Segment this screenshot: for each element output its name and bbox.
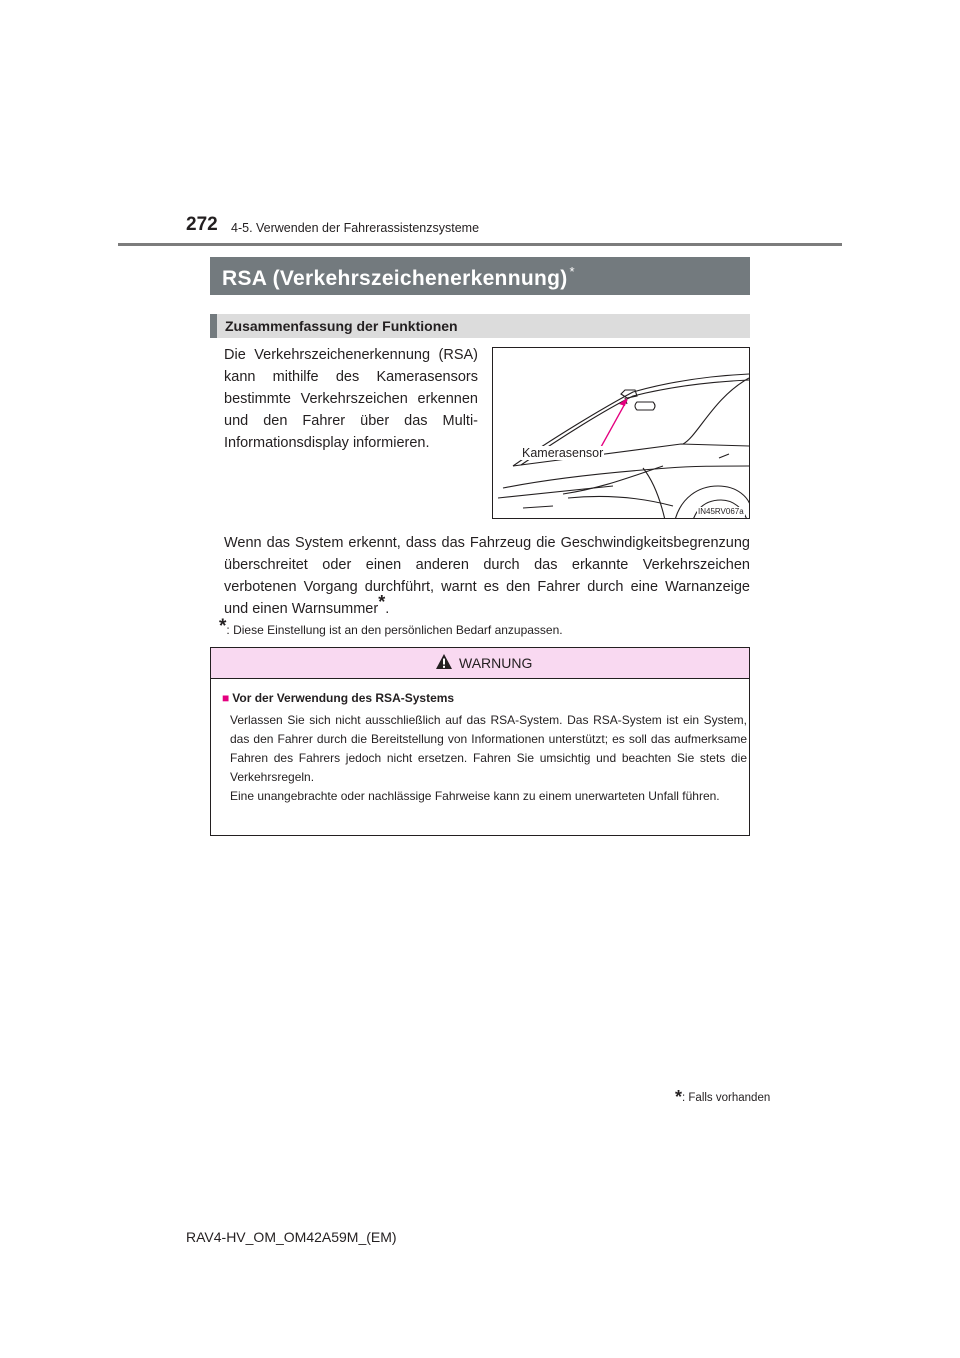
main-paragraph-end: . <box>385 601 390 617</box>
warning-title: WARNUNG <box>459 655 533 671</box>
document-code: RAV4-HV_OM_OM42A59M_(EM) <box>186 1229 397 1245</box>
section-title-asterisk: * <box>569 264 575 279</box>
setting-footnote <box>219 616 563 638</box>
intro-paragraph: Die Verkehrszeichenerkennung (RSA) kann mithilfe des Kamerasensors bestimmte Verkehrszeichen erkennen und den Fahrer über das Multi-Informationsdisplay informieren. <box>224 347 478 451</box>
camera-sensor-illustration <box>492 347 750 519</box>
camera-sensor-label: Kamerasensor <box>522 446 604 460</box>
subsection-title-bar <box>210 314 750 338</box>
footnote-asterisk: * <box>219 616 227 637</box>
warning-triangle-icon <box>435 653 453 670</box>
availability-footnote <box>675 1087 770 1108</box>
main-paragraph-asterisk: * <box>378 592 386 612</box>
subsection-title: Zusammenfassung der Funktionen <box>225 318 458 334</box>
main-paragraph <box>224 532 750 620</box>
chapter-title: 4-5. Verwenden der Fahrerassistenzsysteme <box>231 221 480 235</box>
section-title: RSA (Verkehrszeichenerkennung) <box>222 267 568 290</box>
availability-asterisk: * <box>675 1087 683 1107</box>
warning-heading <box>222 691 454 705</box>
warning-text-1: Verlassen Sie sich nicht ausschließlich auf das RSA-System. Das RSA-System ist ein System, das den Fahrer durch die Bereitstellung von Informationen unterstützt; es soll das aufmerksame Fahren des Fahrers jedoch nicht ersetzen. Fahren Sie umsichtig und beachten Sie stets die Verkehrsregeln. <box>230 713 747 784</box>
warning-text-2: Eine unangebrachte oder nachlässige Fahrweise kann zu einem unerwarteten Unfall führen. <box>230 789 720 803</box>
main-paragraph-text: Wenn das System erkennt, dass das Fahrzeug die Geschwindigkeitsbegrenzung überschreitet oder einen anderen durch das erkannte Verkehrszeichen verbotenen Vorgang durchführt, warnt es den Fahrer durch eine Warnanzeige und einen Warnsummer <box>224 535 750 617</box>
warning-header <box>211 648 749 679</box>
section-title-band <box>210 257 750 295</box>
availability-text: : Falls vorhanden <box>682 1092 771 1104</box>
footnote-text: : Diese Einstellung ist an den persönlichen Bedarf anzupassen. <box>226 623 563 637</box>
windshield-drawing <box>493 348 750 519</box>
bullet-square-icon: ■ <box>222 691 230 705</box>
page-number: 272 <box>186 214 218 235</box>
figure-code: IN45RV067a <box>698 507 744 516</box>
header-divider <box>118 243 842 246</box>
warning-box <box>210 647 750 836</box>
warning-heading-text: Vor der Verwendung des RSA-Systems <box>232 691 455 705</box>
